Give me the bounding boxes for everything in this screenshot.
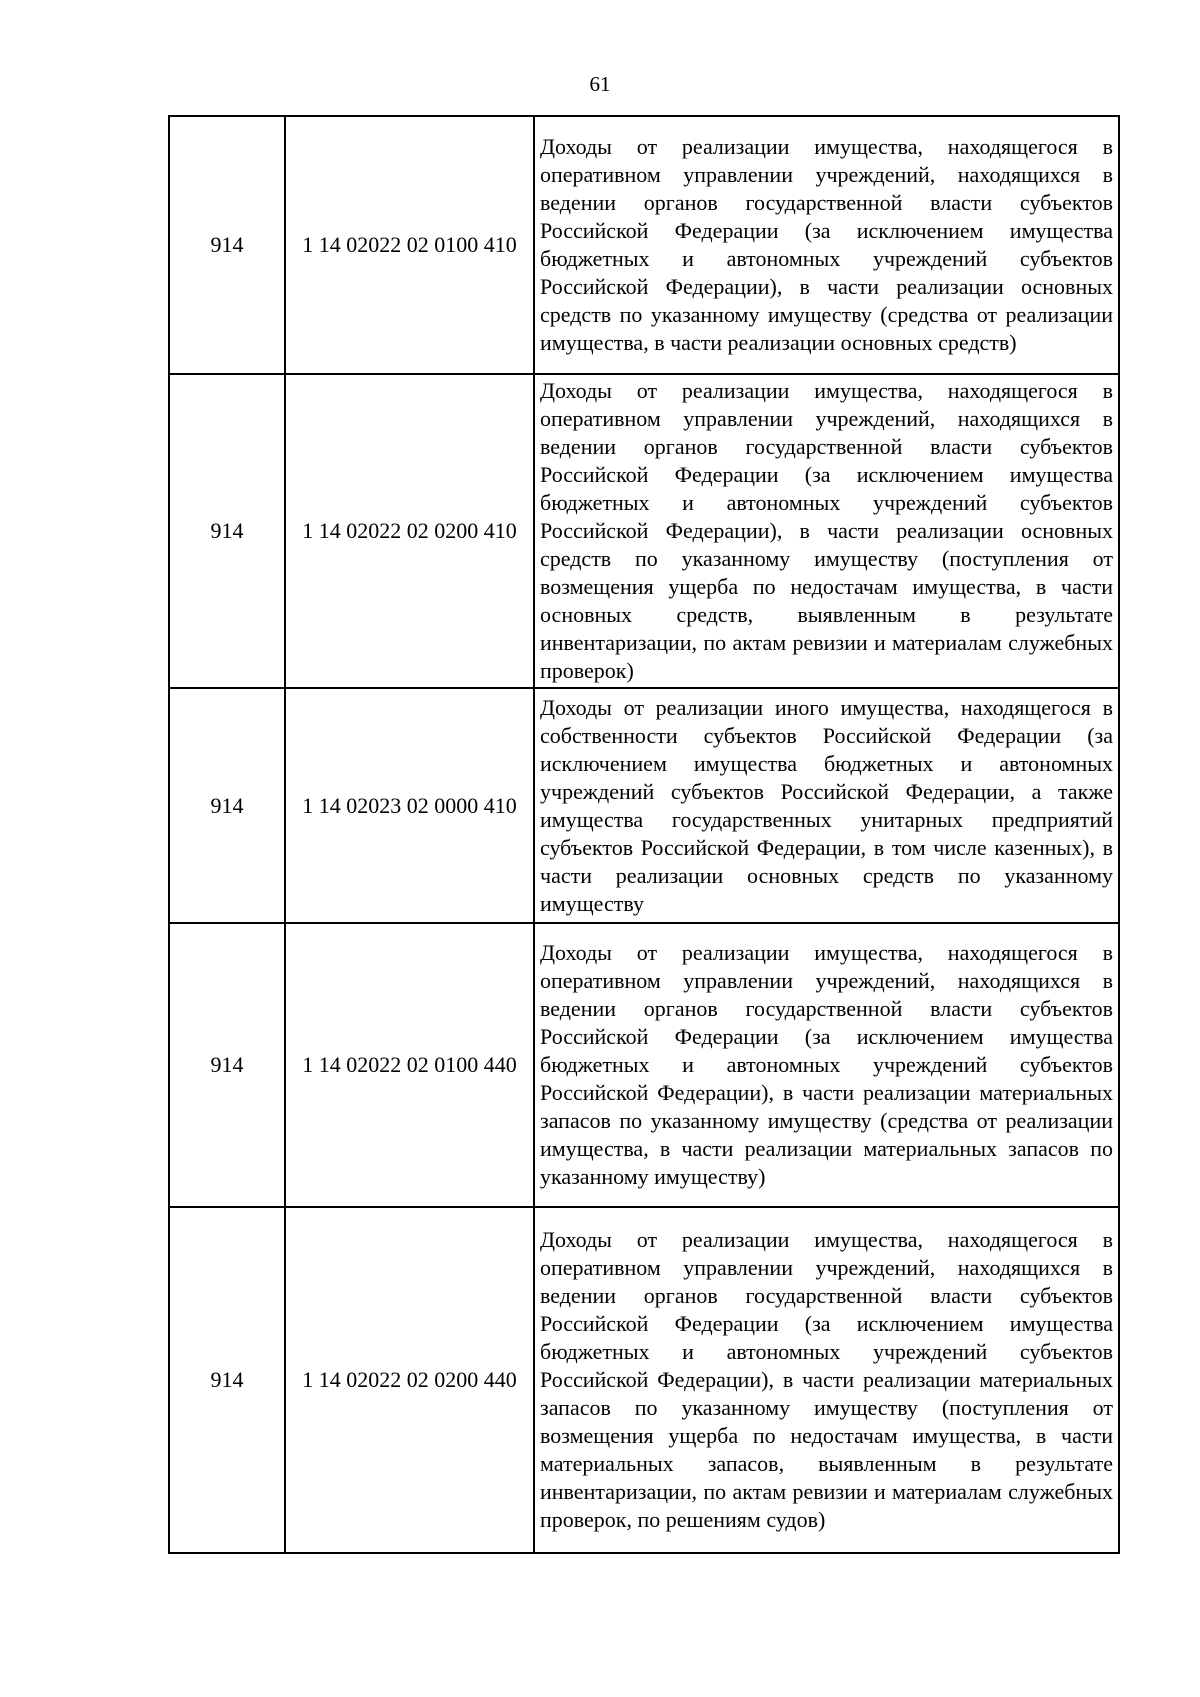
revenue-description-cell: Доходы от реализации имущества, находящегося в оперативном управлении учреждений, находящихся в ведении органов государственной власти субъектов Российской Федерации (за исключением имущества бюджетных и автономных учреждений субъектов Российской Федерации), в части реализации основных средств по указанному имуществу (средства от реализации имущества, в части реализации основных средств)	[534, 116, 1119, 374]
revenue-code-cell: 1 14 02022 02 0100 440	[285, 923, 534, 1207]
table-row	[169, 1207, 1119, 1553]
table-row	[169, 923, 1119, 1207]
revenue-description-cell: Доходы от реализации иного имущества, находящегося в собственности субъектов Российской Федерации (за исключением имущества бюджетных и автономных учреждений субъектов Российской Федерации, а также имущества государственных унитарных предприятий субъектов Российской Федерации, в том числе казенных), в части реализации основных средств по указанному имуществу	[534, 688, 1119, 923]
revenue-code-cell: 1 14 02022 02 0200 440	[285, 1207, 534, 1553]
page-number: 61	[589, 72, 611, 96]
table-row	[169, 374, 1119, 688]
revenue-description-cell: Доходы от реализации имущества, находящегося в оперативном управлении учреждений, находящихся в ведении органов государственной власти субъектов Российской Федерации (за исключением имущества бюджетных и автономных учреждений субъектов Российской Федерации), в части реализации основных средств по указанному имуществу (поступления от возмещения ущерба по недостачам имущества, в части основных средств, выявленным в результате инвентаризации, по актам ревизии и материалам служебных проверок)	[534, 374, 1119, 688]
table-row	[169, 688, 1119, 923]
admin-code-cell: 914	[169, 1207, 285, 1553]
admin-code-cell: 914	[169, 688, 285, 923]
table-row	[169, 116, 1119, 374]
revenue-description-cell: Доходы от реализации имущества, находящегося в оперативном управлении учреждений, находящихся в ведении органов государственной власти субъектов Российской Федерации (за исключением имущества бюджетных и автономных учреждений субъектов Российской Федерации), в части реализации материальных запасов по указанному имуществу (средства от реализации имущества, в части реализации материальных запасов по указанному имуществу)	[534, 923, 1119, 1207]
revenue-code-cell: 1 14 02023 02 0000 410	[285, 688, 534, 923]
revenue-description-cell: Доходы от реализации имущества, находящегося в оперативном управлении учреждений, находящихся в ведении органов государственной власти субъектов Российской Федерации (за исключением имущества бюджетных и автономных учреждений субъектов Российской Федерации), в части реализации материальных запасов по указанному имуществу (поступления от возмещения ущерба по недостачам имущества, в части материальных запасов, выявленным в результате инвентаризации, по актам ревизии и материалам служебных проверок, по решениям судов)	[534, 1207, 1119, 1553]
admin-code-cell: 914	[169, 374, 285, 688]
admin-code-cell: 914	[169, 923, 285, 1207]
revenue-code-cell: 1 14 02022 02 0100 410	[285, 116, 534, 374]
admin-code-cell: 914	[169, 116, 285, 374]
revenue-codes-table	[168, 115, 1120, 1554]
revenue-code-cell: 1 14 02022 02 0200 410	[285, 374, 534, 688]
